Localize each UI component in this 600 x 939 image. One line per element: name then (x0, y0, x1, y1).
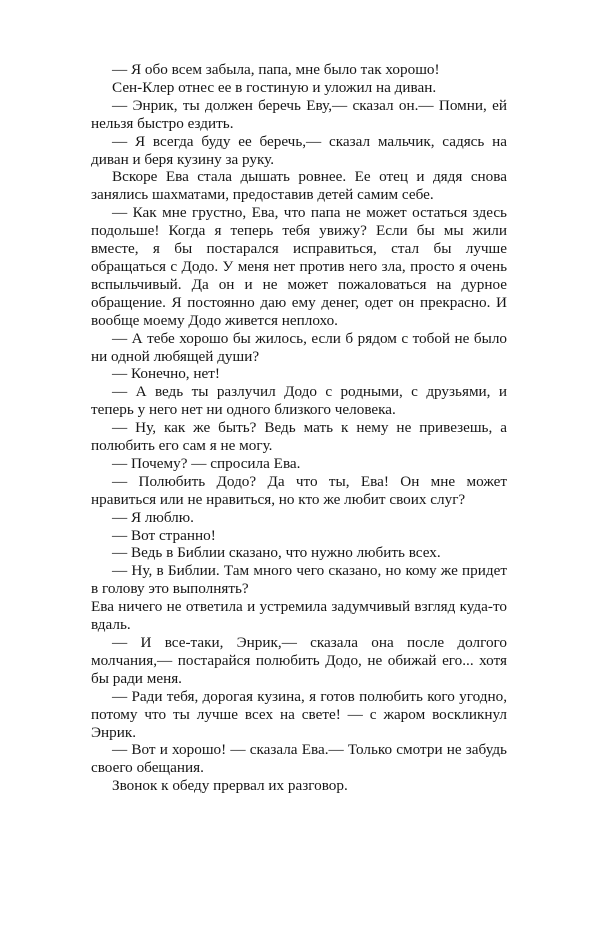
paragraph: — И все-таки, Энрик,— сказала она после долгого молчания,— постарайся полюбить Додо, не обижай его... хотя бы ради меня. (91, 634, 507, 687)
paragraph: — Полюбить Додо? Да что ты, Ева! Он мне может нравиться или не нравиться, но кто же любит своих слуг? (91, 472, 507, 508)
paragraph: Сен-Клер отнес ее в гостиную и уложил на диван. (112, 78, 437, 96)
paragraph: — Вот странно! (112, 526, 216, 544)
paragraph: — Я обо всем забыла, папа, мне было так хорошо! (112, 61, 440, 78)
paragraph: — Ну, как же быть? Ведь мать к нему не привезешь, а полюбить его сам я не могу. (91, 419, 507, 455)
paragraph: Ева ничего не ответила и устремила задумчивый взгляд куда-то вдаль. (91, 598, 507, 634)
paragraph: — А тебе хорошо бы жилось, если б рядом с тобой не было ни одной любящей души? (91, 329, 507, 365)
paragraph: Звонок к обеду прервал их разговор. (112, 777, 348, 795)
paragraph: — Энрик, ты должен беречь Еву,— сказал он.— Помни, ей нельзя быстро ездить. (91, 96, 507, 132)
paragraph: — Ради тебя, дорогая кузина, я готов полюбить кого угодно, потому что ты лучше всех на свете! — с жаром воскликнул Энрик. (91, 687, 507, 741)
paragraph: — Конечно, нет! (112, 365, 220, 383)
page-body (91, 61, 507, 795)
paragraph: — Почему? — спросила Ева. (112, 454, 301, 472)
paragraph: — Я всегда буду ее беречь,— сказал мальчик, садясь на диван и беря кузину за руку. (91, 132, 507, 168)
paragraph: — А ведь ты разлучил Додо с родными, с друзьями, и теперь у него нет ни одного близкого человека. (91, 383, 507, 419)
paragraph: — Ведь в Библии сказано, что нужно любить всех. (112, 544, 441, 562)
paragraph: — Я люблю. (112, 508, 194, 526)
paragraph: — Вот и хорошо! — сказала Ева.— Только смотри не забудь своего обещания. (91, 741, 507, 777)
paragraph: Вскоре Ева стала дышать ровнее. Ее отец и дядя снова занялись шахматами, предоставив детей самим себе. (91, 168, 507, 204)
paragraph: — Как мне грустно, Ева, что папа не может остаться здесь подольше! Когда я теперь тебя увижу? Если бы мы жили вместе, я бы постарался исправиться, стал бы лучше обращаться с Додо. У меня нет против него зла, просто я очень вспыльчивый. Да он и не может пожаловаться на дурное обращение. Я постоянно даю ему денег, одет он прекрасно. И вообще моему Додо живется неплохо. (91, 204, 507, 329)
paragraph: — Ну, в Библии. Там много чего сказано, но кому же придет в голову это выполнять? (91, 562, 507, 598)
